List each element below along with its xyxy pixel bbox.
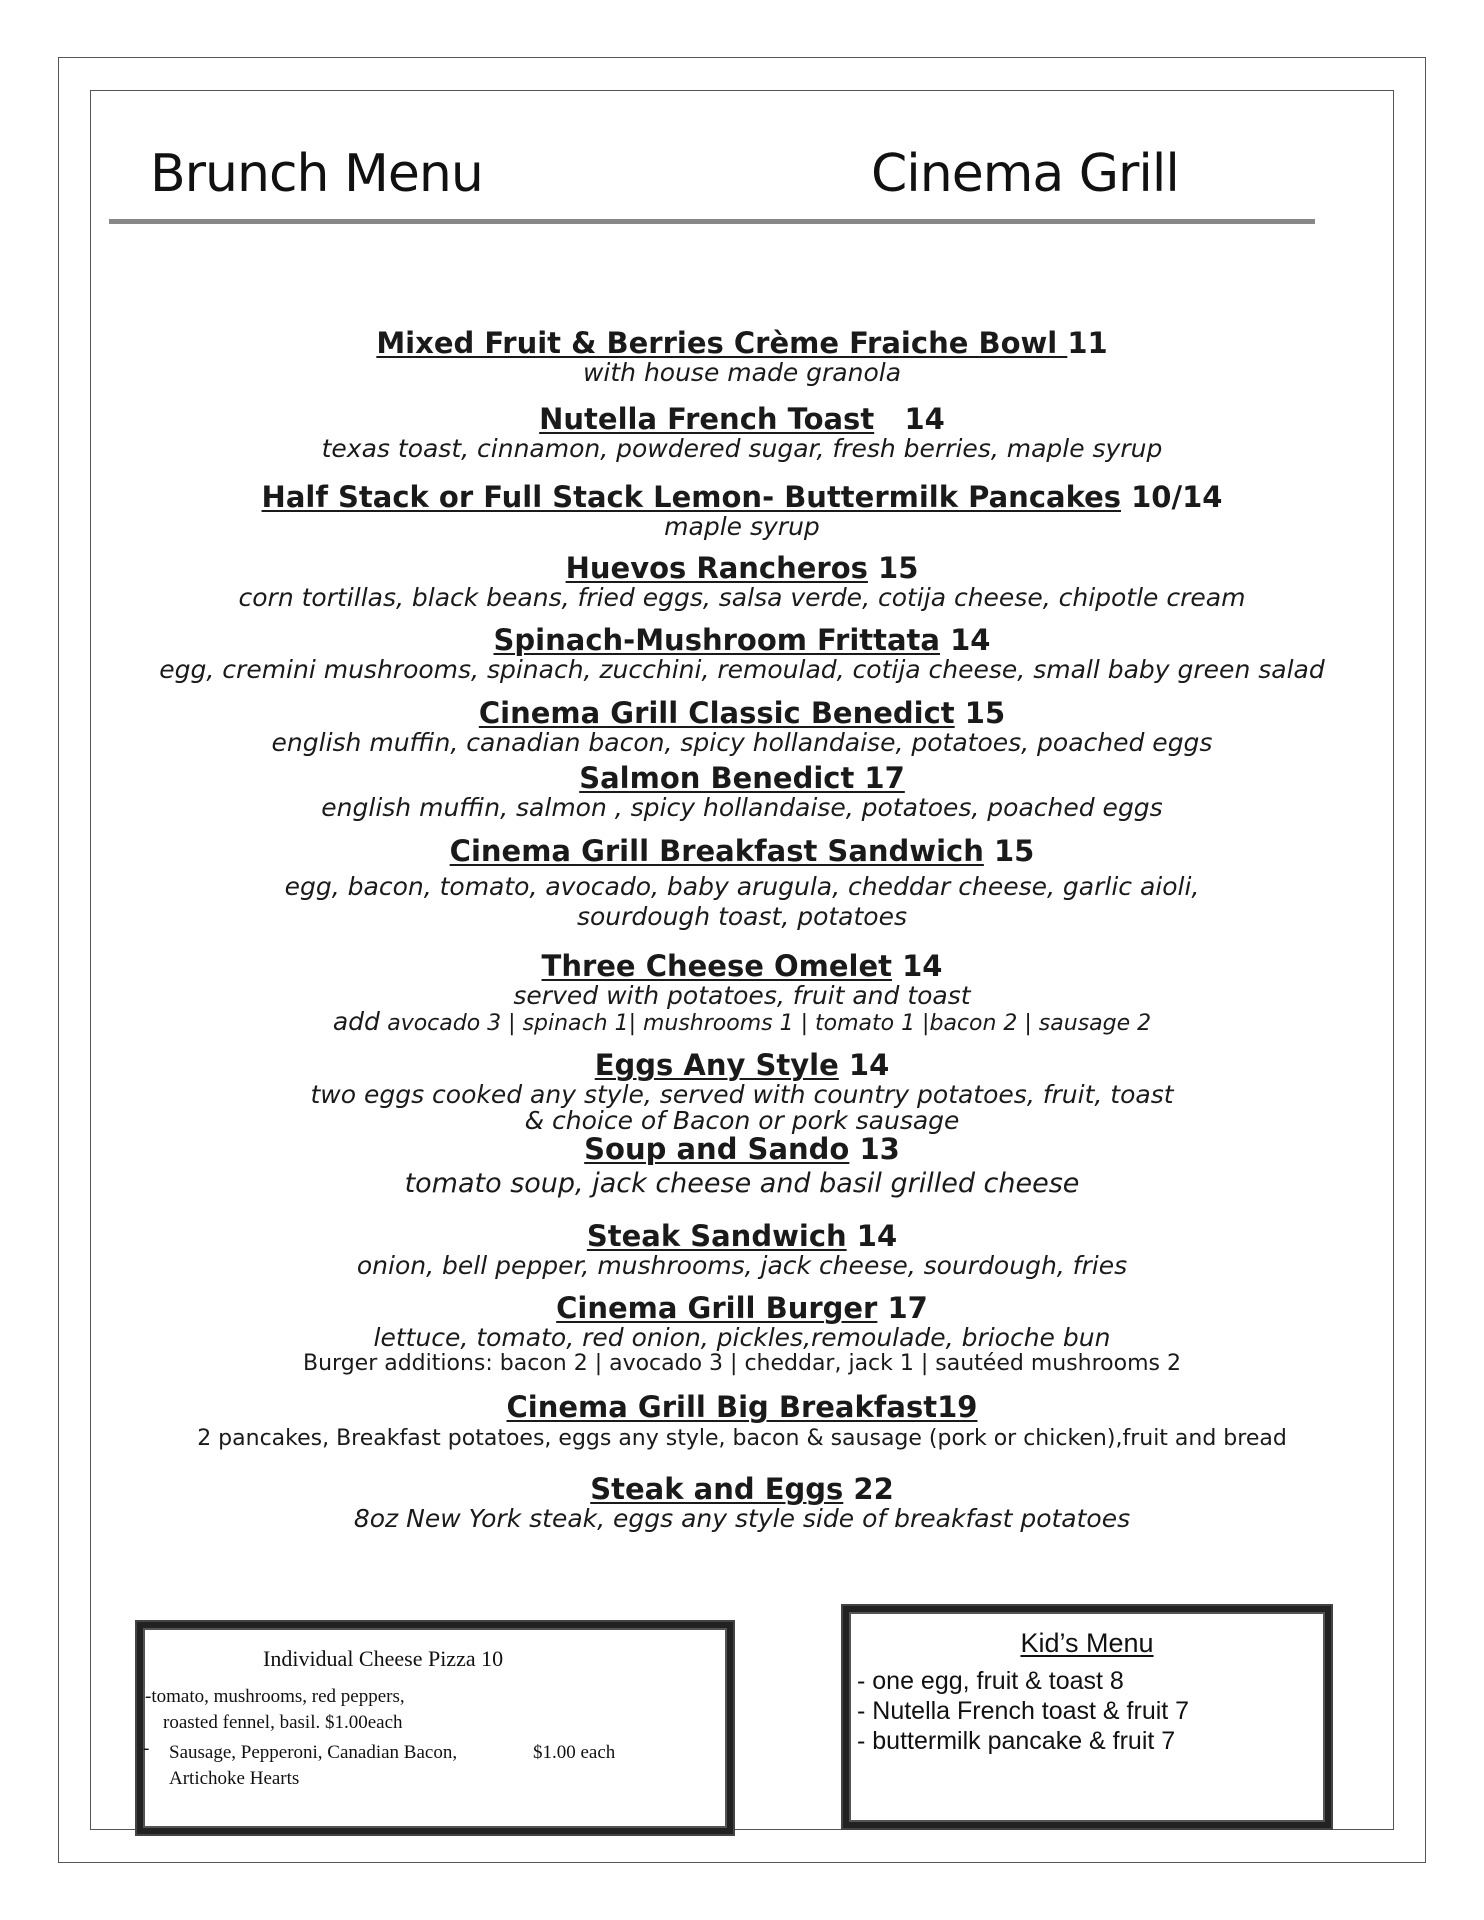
item-description: texas toast, cinnamon, powdered sugar, fresh berries, maple syrup bbox=[321, 433, 1163, 463]
item-name: Soup and Sando bbox=[584, 1132, 850, 1166]
item-description: egg, cremini mushrooms, spinach, zucchini, remoulad, cotija cheese, small baby green salad bbox=[159, 654, 1325, 684]
item-price: 11 bbox=[1067, 326, 1108, 360]
menu-item bbox=[90, 553, 1394, 611]
item-name: Nutella French Toast bbox=[539, 402, 875, 436]
menu-item bbox=[90, 951, 1394, 1036]
item-price: 14 bbox=[902, 949, 943, 983]
addons-list: avocado 3 | spinach 1| mushrooms 1 | tomato 1 |bacon 2 | sausage 2 bbox=[387, 1011, 1152, 1037]
item-description: lettuce, tomato, red onion, pickles,remoulade, brioche bun bbox=[373, 1322, 1111, 1352]
pizza-toppings-meat: Sausage, Pepperoni, Canadian Bacon, bbox=[169, 1742, 458, 1763]
menu-item bbox=[90, 1134, 1394, 1198]
menu-item bbox=[90, 698, 1394, 756]
menu-item bbox=[90, 1050, 1394, 1134]
item-description: onion, bell pepper, mushrooms, jack cheese, sourdough, fries bbox=[356, 1250, 1128, 1280]
kids-menu-list bbox=[857, 1666, 1189, 1756]
list-item: - buttermilk pancake & fruit 7 bbox=[857, 1727, 1176, 1755]
menu-item bbox=[90, 763, 1394, 821]
item-description: served with potatoes, fruit and toast bbox=[513, 980, 971, 1010]
item-price: 22 bbox=[853, 1472, 894, 1506]
kids-menu-title: Kid’s Menu bbox=[1020, 1628, 1154, 1658]
item-description-cont: & choice of Bacon or pork sausage bbox=[524, 1106, 960, 1136]
pizza-toppings-veg: -tomato, mushrooms, red peppers, bbox=[145, 1686, 405, 1707]
item-name: Steak and Eggs bbox=[590, 1472, 844, 1506]
item-price: 15 bbox=[878, 551, 919, 585]
item-description: 2 pancakes, Breakfast potatoes, eggs any style, bacon & sausage (pork or chicken),fruit and bread bbox=[197, 1425, 1287, 1451]
pizza-box bbox=[137, 1622, 733, 1834]
item-name: Cinema Grill Burger bbox=[556, 1291, 878, 1325]
item-name: Cinema Grill Classic Benedict bbox=[478, 696, 955, 730]
menu-item bbox=[90, 482, 1394, 540]
addons-label: add bbox=[332, 1007, 380, 1037]
item-description: english muffin, canadian bacon, spicy hollandaise, potatoes, poached eggs bbox=[271, 727, 1213, 757]
item-price: 13 bbox=[859, 1132, 900, 1166]
restaurant-name: Cinema Grill bbox=[871, 144, 1179, 204]
menu-item bbox=[90, 1221, 1394, 1279]
burger-additions: Burger additions: bacon 2 | avocado 3 | cheddar, jack 1 | sautéed mushrooms 2 bbox=[303, 1351, 1181, 1377]
menu-item bbox=[90, 625, 1394, 683]
pizza-toppings-meat-cont: Artichoke Hearts bbox=[169, 1768, 300, 1789]
item-name: Cinema Grill Big Breakfast19 bbox=[506, 1390, 978, 1424]
item-description: tomato soup, jack cheese and basil grilled cheese bbox=[404, 1167, 1080, 1199]
item-name: Cinema Grill Breakfast Sandwich bbox=[449, 834, 984, 868]
item-description: corn tortillas, black beans, fried eggs, salsa verde, cotija cheese, chipotle cream bbox=[238, 582, 1246, 612]
item-description: with house made granola bbox=[582, 357, 902, 387]
item-description-cont: sourdough toast, potatoes bbox=[576, 901, 908, 931]
item-name: Spinach-Mushroom Frittata bbox=[493, 623, 940, 657]
item-name: Huevos Rancheros bbox=[565, 551, 868, 585]
item-price: 15 bbox=[993, 834, 1035, 868]
item-name: Half Stack or Full Stack Lemon- Buttermilk Pancakes bbox=[261, 480, 1122, 514]
menu-item bbox=[90, 836, 1394, 932]
item-price: 10/14 bbox=[1131, 480, 1223, 514]
menu-item bbox=[90, 404, 1394, 462]
kids-menu-box bbox=[843, 1606, 1331, 1828]
menu-title: Brunch Menu bbox=[150, 144, 483, 204]
menu-item bbox=[90, 1474, 1394, 1532]
item-price: 14 bbox=[904, 402, 945, 436]
item-price: 15 bbox=[964, 696, 1006, 730]
item-name: Three Cheese Omelet bbox=[541, 949, 892, 983]
item-description: two eggs cooked any style, served with country potatoes, fruit, toast bbox=[310, 1079, 1174, 1109]
list-item: - Nutella French toast & fruit 7 bbox=[857, 1697, 1190, 1725]
pizza-toppings-veg-cont: roasted fennel, basil. $1.00each bbox=[163, 1712, 403, 1733]
menu-item bbox=[90, 1293, 1394, 1376]
item-price: 17 bbox=[887, 1291, 928, 1325]
item-description: maple syrup bbox=[664, 511, 820, 541]
pizza-toppings-meat-price: $1.00 each bbox=[533, 1742, 616, 1763]
menu-item bbox=[90, 1392, 1394, 1451]
item-name: Eggs Any Style bbox=[594, 1048, 839, 1082]
item-name: Salmon Benedict 17 bbox=[579, 761, 905, 795]
item-description: egg, bacon, tomato, avocado, baby arugula, cheddar cheese, garlic aioli, bbox=[284, 871, 1200, 901]
menu-item bbox=[90, 328, 1394, 386]
pizza-dash: - bbox=[143, 1738, 150, 1759]
pizza-title: Individual Cheese Pizza 10 bbox=[263, 1646, 504, 1671]
item-price: 14 bbox=[950, 623, 991, 657]
item-description: english muffin, salmon , spicy hollandaise, potatoes, poached eggs bbox=[321, 792, 1163, 822]
list-item: - one egg, fruit & toast 8 bbox=[857, 1667, 1124, 1695]
item-description: 8oz New York steak, eggs any style side of breakfast potatoes bbox=[353, 1503, 1131, 1533]
item-price: 14 bbox=[848, 1048, 890, 1082]
item-name: Steak Sandwich bbox=[586, 1219, 847, 1253]
item-price: 14 bbox=[856, 1219, 898, 1253]
header-divider bbox=[109, 219, 1315, 224]
item-name: Mixed Fruit & Berries Crème Fraiche Bowl bbox=[376, 326, 1068, 360]
